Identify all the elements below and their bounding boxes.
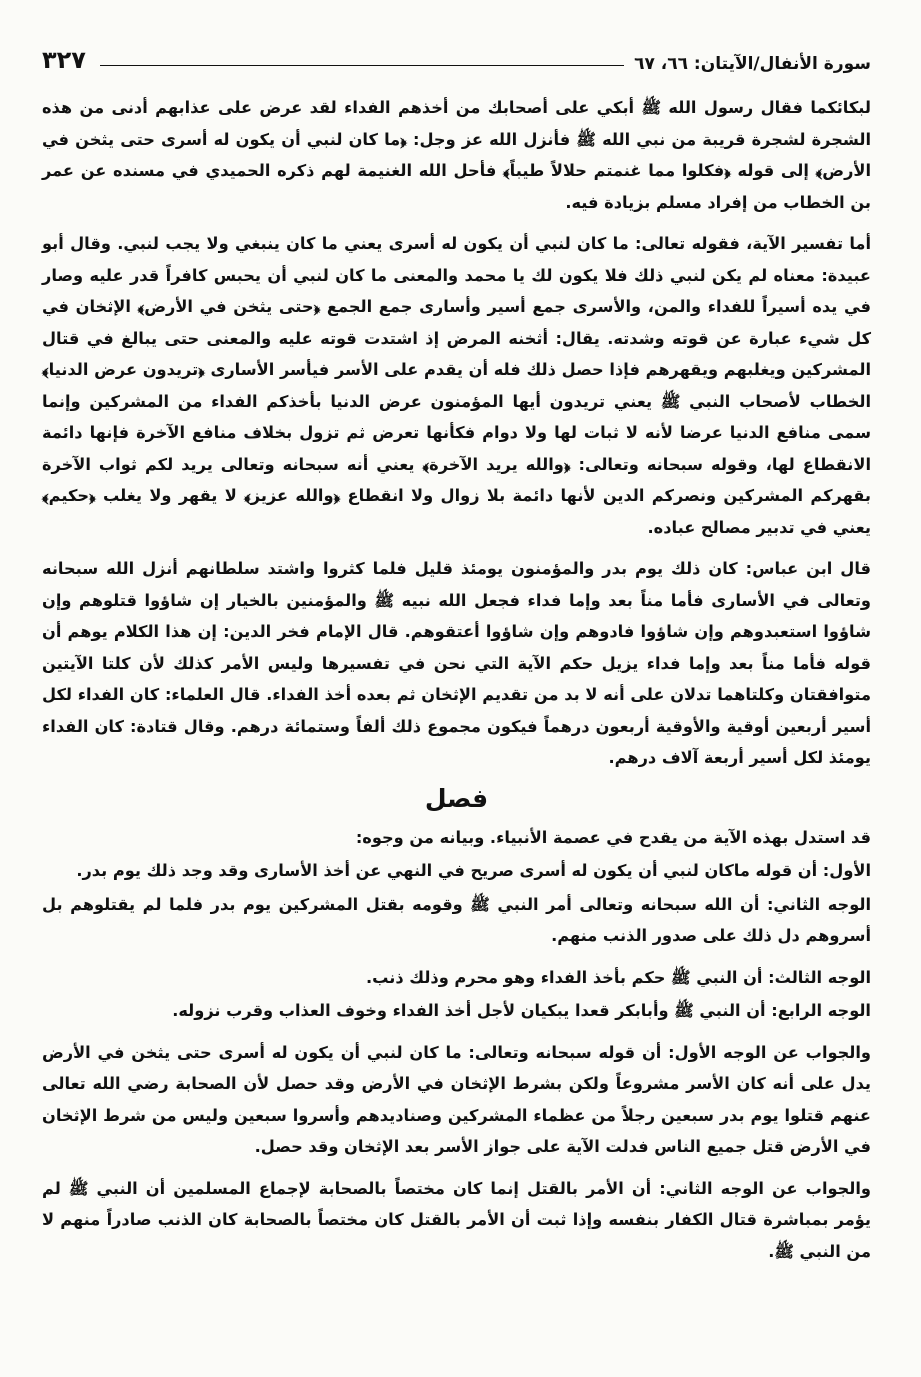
header-rule: [100, 65, 624, 66]
page-content: [42, 92, 871, 1267]
page-number: ٣٢٧: [42, 46, 86, 74]
paragraph-2: أما تفسير الآية، فقوله تعالى: ما كان لنبي أن يكون له أسرى يعني ما كان ينبغي ولا يجب لنبي. وقال أبو عبيدة: معناه لم يكن لنبي ذلك فلا يكون لك يا محمد والمعنى ما كان لنبي أن يحبس كافراً قدر عليه وصار في يده أسيراً للفداء والمن، والأسرى جمع أسير وأسارى جمع الجمع ﴿حتى يثخن في الأرض﴾ الإثخان في كل شيء عبارة عن قوته وشدته. يقال: أثخنه المرض إذ اشتدت قوته عليه والمعنى حتى يبالغ في قتال المشركين ويغلبهم ويقهرهم فإذا حصل ذلك فله أن يقدم على الأسر فيأسر الأسارى ﴿تريدون عرض الدنيا﴾ الخطاب لأصحاب النبي ﷺ يعني تريدون أيها المؤمنون عرض الدنيا بأخذكم الفداء من المشركين وإنما سمى منافع الدنيا عرضا لأنه لا ثبات لها ولا دوام فكأنها تعرض ثم تزول بخلاف منافع الآخرة فإنها دائمة الانقطاع لها، وقوله سبحانه وتعالى: ﴿والله يريد الآخرة﴾ يعني أنه سبحانه وتعالى يريد لكم ثواب الآخرة بقهركم المشركين ونصركم الدين لأنها دائمة بلا زوال ولا انقطاع ﴿والله عزيز﴾ لا يقهر ولا يغلب ﴿حكيم﴾ يعني في تدبير مصالح عباده.: [42, 234, 871, 537]
paragraph-6: الوجه الثاني: أن الله سبحانه وتعالى أمر النبي ﷺ وقومه بقتل المشركين يوم بدر فلما لم يقتلوهم بل أسروهم دل ذلك على صدور الذنب منهم.: [42, 894, 871, 945]
paragraph-7: الوجه الثالث: أن النبي ﷺ حكم بأخذ الفداء وهو محرم وذلك ذنب.: [365, 967, 871, 987]
section-heading: فصل: [424, 783, 489, 813]
paragraph-8: الوجه الرابع: أن النبي ﷺ وأبابكر قعدا يبكيان لأجل أخذ الفداء وخوف العذاب وقرب نزوله.: [172, 1001, 871, 1020]
paragraph-10: والجواب عن الوجه الثاني: أن الأمر بالقتل إنما كان مختصاً بالصحابة لإجماع المسلمين أن النبي ﷺ لم يؤمر بمباشرة قتال الكفار بنفسه وإذا ثبت أن الأمر بالقتل كان مختصاً بالصحابة كان الذنب صادراً منهم لا من النبي ﷺ.: [42, 1178, 871, 1261]
surah-title: سورة الأنفال/الآيتان: ٦٦، ٦٧: [634, 54, 871, 74]
paragraph-9: والجواب عن الوجه الأول: أن قوله سبحانه وتعالى: ما كان لنبي أن يكون له أسرى حتى يثخن في الأرض يدل على أنه كان الأسر مشروعاً ولكن بشرط الإثخان في الأرض وقد حصل لأن الصحابة رضي الله تعالى عنهم قتلوا يوم بدر سبعين رجلاً من عظماء المشركين وصناديدهم وأسروا سبعين وليس من شرط الإثخان في الأرض قتل جميع الناس فدلت الآية على جواز الأسر بعد الإثخان وقد حصل.: [42, 1042, 871, 1156]
paragraph-5: الأول: أن قوله ماكان لنبي أن يكون له أسرى صريح في النهي عن أخذ الأسارى وقد وجد ذلك يوم بدر.: [76, 861, 871, 880]
page-header: [42, 40, 871, 74]
paragraph-4: قد استدل بهذه الآية من يقدح في عصمة الأنبياء. وبيانه من وجوه:: [355, 827, 871, 847]
paragraph-1: لبكائكما فقال رسول الله ﷺ أبكي على أصحابك من أخذهم الفداء لقد عرض على عذابهم أدنى من هذه الشجرة لشجرة قريبة من نبي الله ﷺ فأنزل الله عز وجل: ﴿ما كان لنبي أن يكون له أسرى حتى يثخن في الأرض﴾ إلى قوله ﴿فكلوا مما غنمتم حلالاً طيباً﴾ فأحل الله الغنيمة لهم ذكره الحميدي في مسنده عن عمر بن الخطاب من إفراد مسلم بزيادة فيه.: [42, 98, 871, 212]
paragraph-3: قال ابن عباس: كان ذلك يوم بدر والمؤمنون يومئذ قليل فلما كثروا واشتد سلطانهم أنزل الله سبحانه وتعالى في الأسارى فأما مناً بعد وإما فداء فجعل الله نبيه ﷺ والمؤمنين بالخيار إن شاؤوا قتلوهم وإن شاؤوا استعبدوهم وإن شاؤوا فادوهم وإن شاؤوا أعتقوهم. قال الإمام فخر الدين: إن هذا الكلام يوهم أن قوله فأما مناً بعد وإما فداء يزيل حكم الآية التي نحن في تفسيرها وليس الأمر كذلك لأن كلتا الآيتين متوافقتان وكلتاهما تدلان على أنه لا بد من تقديم الإثخان ثم بعده أخذ الفداء. قال العلماء: كان الفداء لكل أسير أربعين أوقية والأوقية أربعون درهماً فيكون مجموع ذلك ألفاً وستمائة درهم. وقال قتادة: كان الفداء يومئذ لكل أسير أربعة آلاف درهم.: [42, 559, 871, 767]
